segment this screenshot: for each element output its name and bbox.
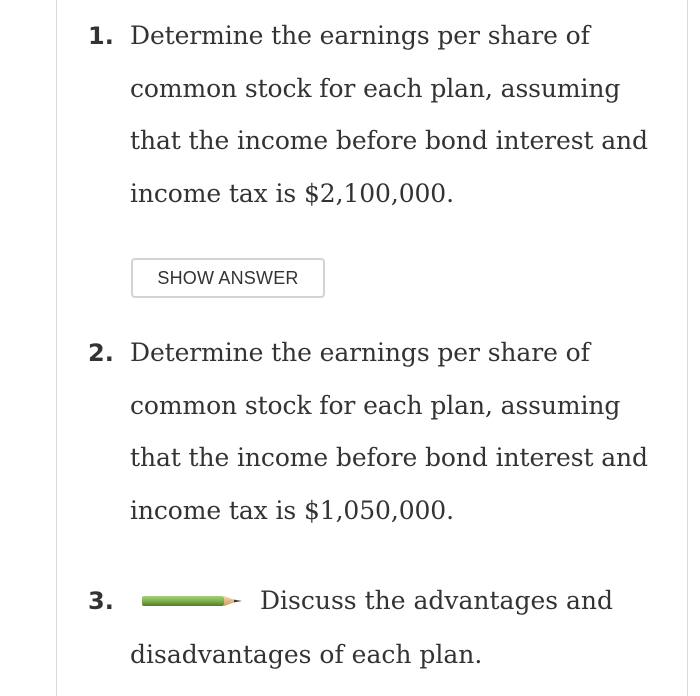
question-1-text-content: Determine the earnings per share of common stock for each plan, assuming that the income before bond interest and income tax is $2,100,000. [130,21,648,208]
pencil-icon-wrap [142,575,242,627]
question-1-text [130,10,648,220]
question-3-text-line1: Discuss the advantages and [260,586,614,615]
question-3-text-line2: disadvantages of each plan. [130,640,483,669]
question-2-text-content: Determine the earnings per share of common stock for each plan, assuming that the income before bond interest and income tax is $1,050,000. [130,338,648,525]
question-2-text [130,327,648,537]
question-2-number: 2. [88,339,114,367]
question-1-number: 1. [88,22,114,50]
question-2 [88,327,648,537]
question-3-number: 3. [88,587,114,615]
show-answer-button[interactable]: SHOW ANSWER [131,258,325,298]
pencil-icon [142,594,242,608]
question-1 [88,10,648,220]
